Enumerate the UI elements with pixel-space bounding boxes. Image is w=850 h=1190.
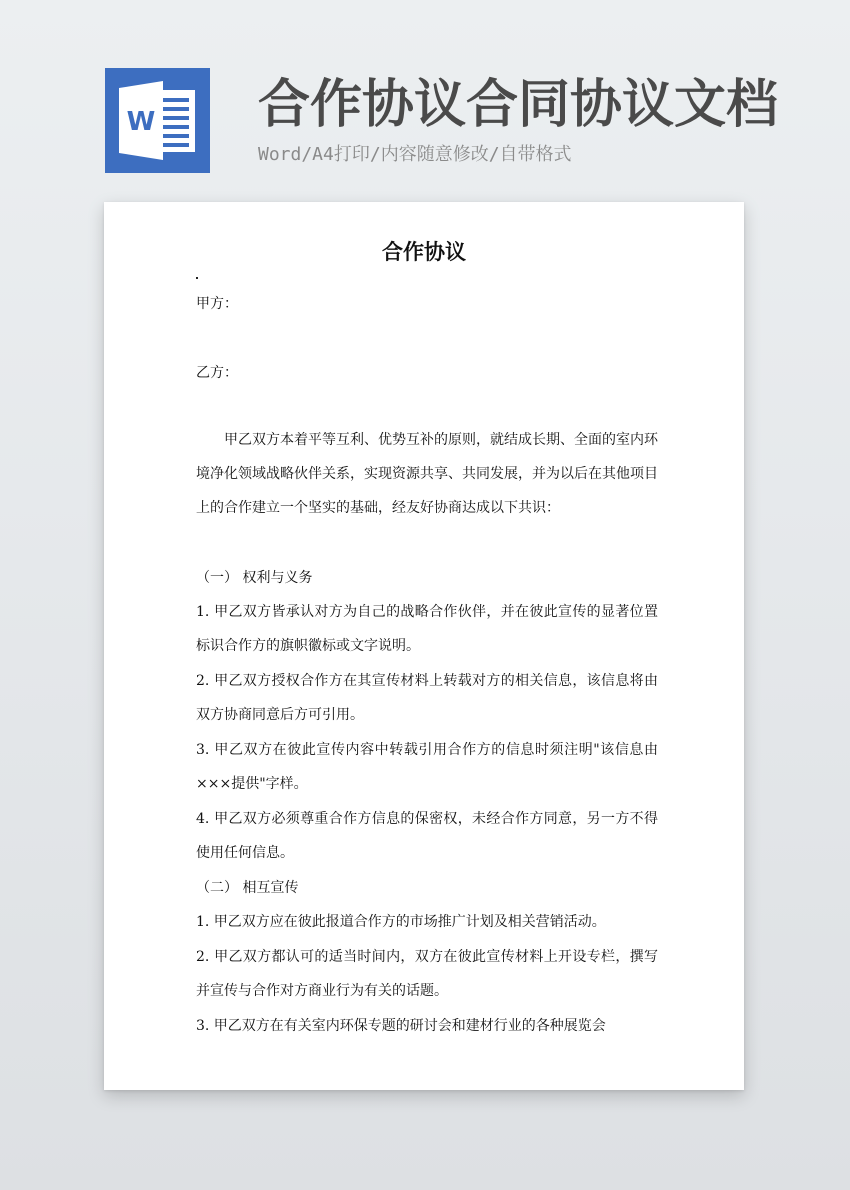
section-heading: （二） 相互宣传	[196, 880, 299, 896]
header-subtitle: Word/A4打印/内容随意修改/自带格式	[258, 144, 572, 165]
list-item: 3. 甲乙双方在彼此宣传内容中转载引用合作方的信息时须注明"该信息由×××提供"字样。	[196, 742, 658, 792]
list-item: 3. 甲乙双方在有关室内环保专题的研讨会和建材行业的各种展览会	[196, 1018, 606, 1034]
list-item: 1. 甲乙双方应在彼此报道合作方的市场推广计划及相关营销活动。	[196, 914, 606, 930]
list-item: 1. 甲乙双方皆承认对方为自己的战略合作伙伴，并在彼此宣传的显著位置标识合作方的旗帜徽标或文字说明。	[196, 604, 658, 654]
party-a-label: 甲方：	[196, 296, 238, 312]
document-title: 合作协议	[382, 239, 466, 264]
section-heading: （一） 权利与义务	[196, 570, 313, 586]
header-title: 合作协议合同协议文档	[258, 75, 779, 135]
list-item: 2. 甲乙双方都认可的适当时间内，双方在彼此宣传材料上开设专栏，撰写并宣传与合作对方商业行为有关的话题。	[196, 949, 658, 999]
party-b-label: 乙方：	[196, 365, 238, 381]
word-document-icon	[105, 68, 210, 173]
list-item: 4. 甲乙双方必须尊重合作方信息的保密权，未经合作方同意，另一方不得使用任何信息。	[196, 811, 658, 861]
list-item: 2. 甲乙双方授权合作方在其宣传材料上转载对方的相关信息，该信息将由双方协商同意后方可引用。	[196, 673, 658, 723]
intro-paragraph: 甲乙双方本着平等互利、优势互补的原则，就结成长期、全面的室内环境净化领域战略伙伴关系，实现资源共享、共同发展，并为以后在其他项目上的合作建立一个坚实的基础，经友好协商达成以下共识：	[196, 432, 658, 516]
document-page	[104, 202, 744, 1090]
paragraph-mark	[196, 277, 198, 279]
svg-text:W: W	[126, 107, 156, 137]
